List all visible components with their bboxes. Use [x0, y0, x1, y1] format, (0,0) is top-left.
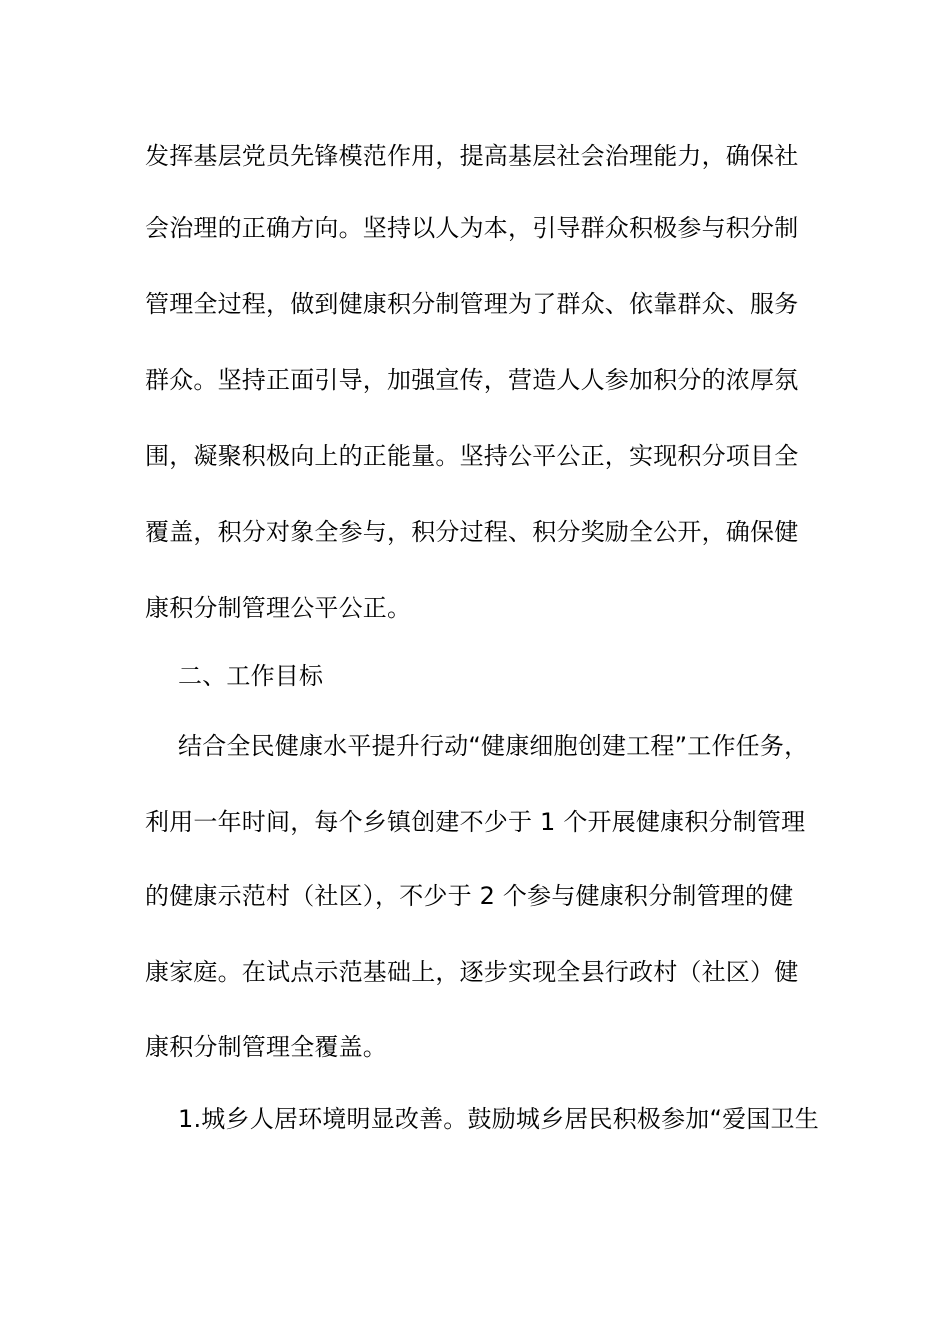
paragraph-line: 围，凝聚积极向上的正能量。坚持公平公正，实现积分项目全	[145, 442, 799, 470]
paragraph-line: 结合全民健康水平提升行动“健康细胞创建工程”工作任务，	[178, 732, 809, 760]
paragraph-line: 群众。坚持正面引导，加强宣传，营造人人参加积分的浓厚氛	[145, 366, 799, 394]
paragraph-line: 利用一年时间，每个乡镇创建不少于 1 个开展健康积分制管理	[145, 808, 806, 836]
paragraph-line: 康积分制管理公平公正。	[145, 594, 412, 622]
paragraph-line: 的健康示范村（社区），不少于 2 个参与健康积分制管理的健	[145, 882, 794, 910]
paragraph-line: 发挥基层党员先锋模范作用，提高基层社会治理能力，确保社	[145, 142, 799, 170]
paragraph-line: 康家庭。在试点示范基础上，逐步实现全县行政村（社区）健	[145, 958, 799, 986]
paragraph-line: 覆盖，积分对象全参与，积分过程、积分奖励全公开，确保健	[145, 518, 799, 546]
section-heading: 二、工作目标	[178, 662, 324, 690]
paragraph-line: 管理全过程，做到健康积分制管理为了群众、依靠群众、服务	[145, 290, 799, 318]
paragraph-line: 会治理的正确方向。坚持以人为本，引导群众积极参与积分制	[145, 214, 799, 242]
paragraph-line: 1.城乡人居环境明显改善。鼓励城乡居民积极参加“爱国卫生	[178, 1105, 819, 1133]
paragraph-line: 康积分制管理全覆盖。	[145, 1033, 387, 1061]
